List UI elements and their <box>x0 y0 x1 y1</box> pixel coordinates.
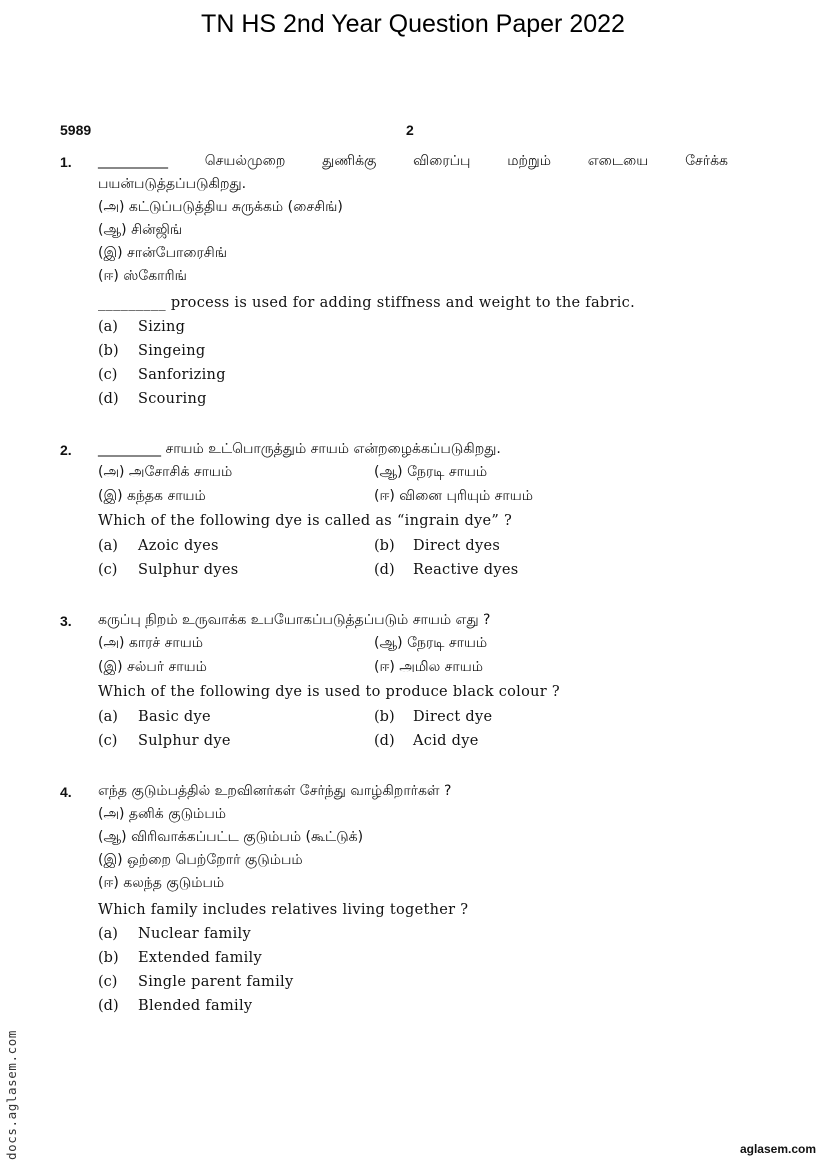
question-number: 2. <box>60 442 72 458</box>
tamil-option: (ஆ) சின்ஜிங் <box>98 222 183 238</box>
option-label: (c) <box>98 367 118 383</box>
option-text: Azoic dyes <box>138 538 219 554</box>
english-question: _________ process is used for adding stiffness and weight to the fabric. <box>98 295 635 311</box>
english-question: Which family includes relatives living together ? <box>98 902 469 918</box>
option-label: (a) <box>98 538 118 554</box>
option-text: Scouring <box>138 391 207 407</box>
tamil-question-line: கருப்பு நிறம் உருவாக்க உபயோகப்படுத்தப்படும் சாயம் எது ? <box>98 612 491 628</box>
tamil-question-line: எந்த குடும்பத்தில் உறவினர்கள் சேர்ந்து வாழ்கிறார்கள் ? <box>98 783 452 799</box>
option-text: Basic dye <box>138 709 211 725</box>
option-text: Sulphur dye <box>138 733 231 749</box>
option-text: Sizing <box>138 319 186 335</box>
option-text: Direct dye <box>413 709 493 725</box>
tamil-option: (அ) காரச் சாயம் <box>98 635 203 651</box>
option-text: Single parent family <box>138 974 294 990</box>
english-question: Which of the following dye is called as “ingrain dye” ? <box>98 513 513 529</box>
english-question: Which of the following dye is used to produce black colour ? <box>98 684 560 700</box>
option-text: Reactive dyes <box>413 562 519 578</box>
side-watermark: docs.aglasem.com <box>4 1029 19 1160</box>
option-text: Nuclear family <box>138 926 251 942</box>
option-label: (c) <box>98 974 118 990</box>
option-label: (c) <box>98 733 118 749</box>
tamil-option: (அ) அசோசிக் சாயம் <box>98 464 233 480</box>
option-label: (b) <box>98 950 119 966</box>
option-label: (b) <box>374 709 395 725</box>
option-text: Blended family <box>138 998 253 1014</box>
tamil-option: (அ) தனிக் குடும்பம் <box>98 806 227 822</box>
question-number: 3. <box>60 613 72 629</box>
option-label: (a) <box>98 709 118 725</box>
tamil-option: (இ) கந்தக சாயம் <box>98 488 206 504</box>
option-label: (a) <box>98 319 118 335</box>
page-title: TN HS 2nd Year Question Paper 2022 <box>201 10 625 38</box>
tamil-option: (இ) ஒற்றை பெற்றோர் குடும்பம் <box>98 852 303 868</box>
option-text: Acid dye <box>413 733 479 749</box>
tamil-option: (ஈ) அமில சாயம் <box>374 659 483 675</box>
option-label: (d) <box>98 998 119 1014</box>
footer-brand[interactable]: aglasem.com <box>739 1142 816 1156</box>
tamil-question-line: பயன்படுத்தப்படுகிறது. <box>98 176 247 192</box>
option-label: (b) <box>98 343 119 359</box>
tamil-question-line: __________ செயல்முறை துணிக்கு விரைப்பு மற்றும் எடையை சேர்க்க <box>98 153 728 169</box>
question-number: 1. <box>60 154 72 170</box>
option-label: (d) <box>374 733 395 749</box>
tamil-option: (ஈ) கலந்த குடும்பம் <box>98 875 225 891</box>
tamil-option: (ஆ) நேரடி சாயம் <box>374 464 488 480</box>
tamil-option: (ஈ) வினை புரியும் சாயம் <box>374 488 533 504</box>
option-label: (d) <box>98 391 119 407</box>
tamil-option: (ஆ) விரிவாக்கப்பட்ட குடும்பம் (கூட்டுக்) <box>98 829 364 845</box>
option-label: (d) <box>374 562 395 578</box>
tamil-question-line: _________ சாயம் உட்பொருத்தும் சாயம் என்றழைக்கப்படுகிறது. <box>98 441 501 457</box>
page-number: 2 <box>406 122 414 138</box>
paper-code: 5989 <box>60 122 92 138</box>
option-text: Direct dyes <box>413 538 501 554</box>
question-number: 4. <box>60 784 72 800</box>
tamil-option: (இ) சல்பர் சாயம் <box>98 659 207 675</box>
option-label: (a) <box>98 926 118 942</box>
option-text: Extended family <box>138 950 262 966</box>
option-text: Sanforizing <box>138 367 226 383</box>
option-label: (c) <box>98 562 118 578</box>
tamil-option: (இ) சான்போரைசிங் <box>98 245 228 261</box>
option-label: (b) <box>374 538 395 554</box>
tamil-option: (அ) கட்டுப்படுத்திய சுருக்கம் (சைசிங்) <box>98 199 343 215</box>
tamil-option: (ஆ) நேரடி சாயம் <box>374 635 488 651</box>
tamil-option: (ஈ) ஸ்கோரிங் <box>98 268 187 284</box>
option-text: Singeing <box>138 343 206 359</box>
option-text: Sulphur dyes <box>138 562 239 578</box>
